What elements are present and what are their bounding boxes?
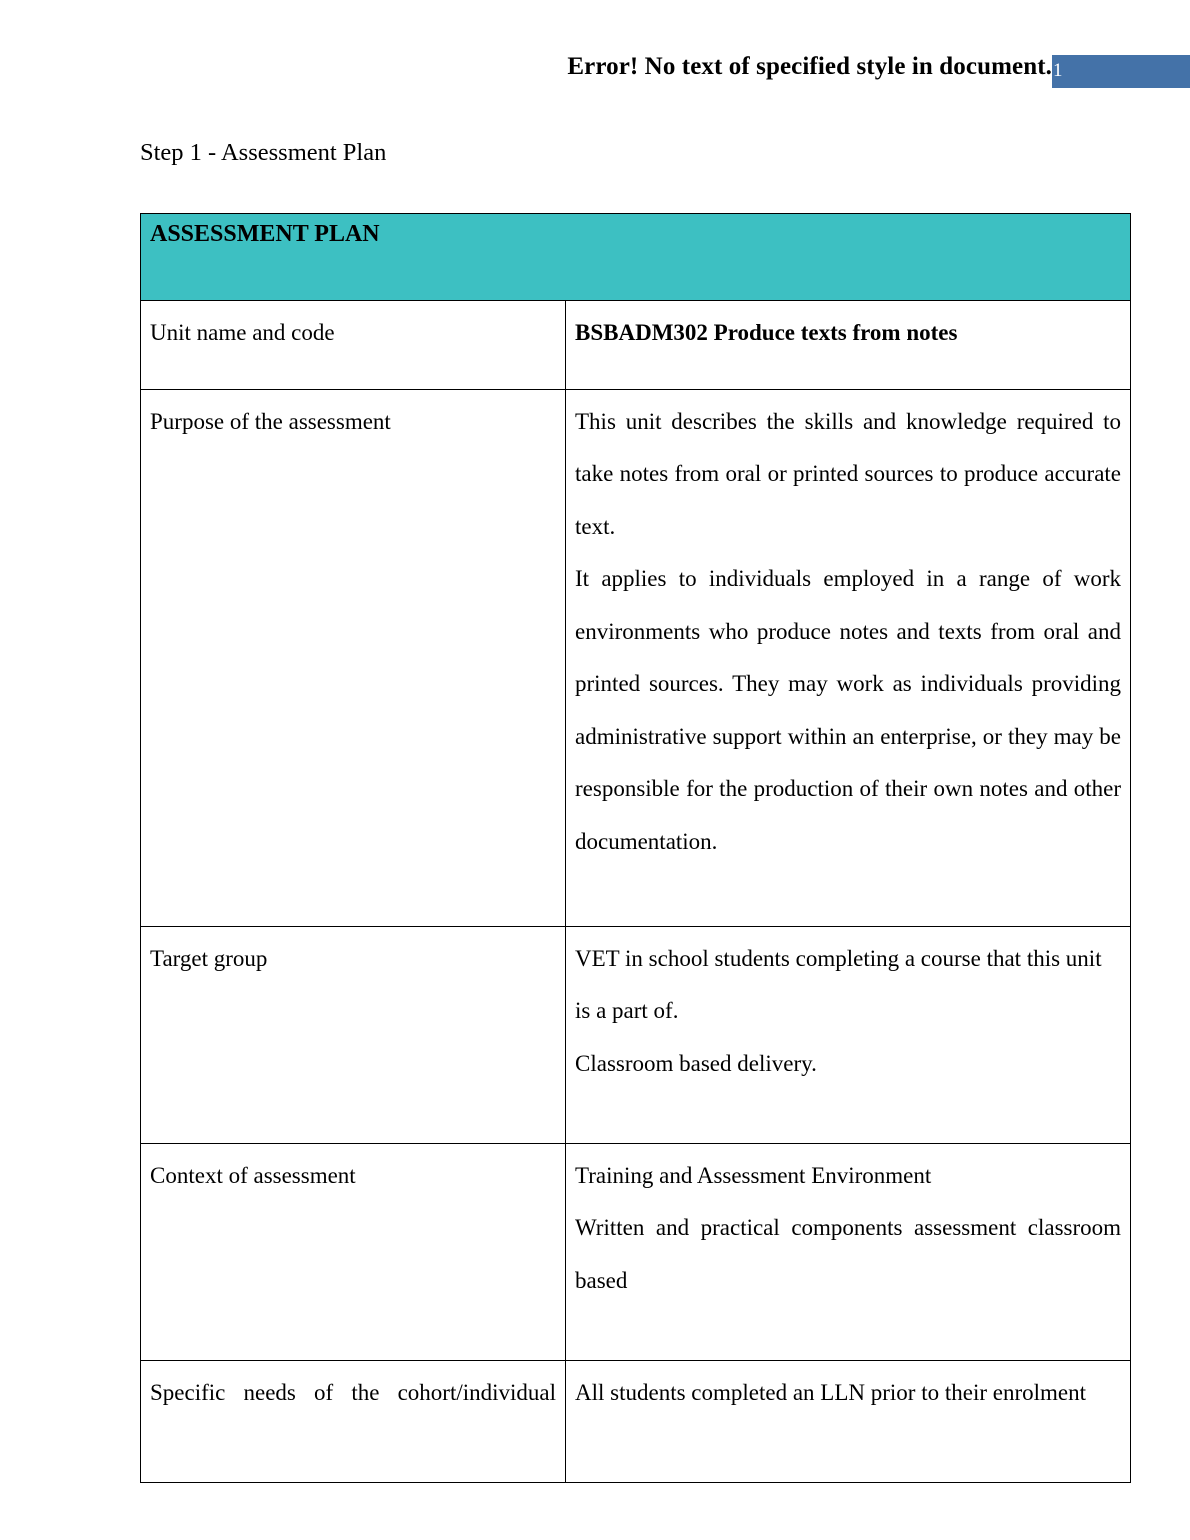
table-row [141, 1361, 1131, 1483]
assessment-plan-table [140, 213, 1131, 1483]
row-label-target-group [141, 927, 566, 1144]
row-label-purpose-of-the-assessment [141, 390, 566, 927]
value-paragraph-2: Written and practical components assessment classroom based [575, 1215, 1122, 1293]
table-row [141, 927, 1131, 1144]
row-label-unit-name-and-code [141, 301, 566, 390]
row-value-purpose-of-the-assessment [566, 390, 1131, 927]
table-header-cell [141, 214, 1131, 301]
value-paragraph-1: This unit describes the skills and knowledge required to take notes from oral or printed sources to produce accurate text. [575, 409, 1122, 539]
label-text: Specific needs of the cohort/individual [150, 1380, 556, 1405]
row-label-context-of-assessment [141, 1144, 566, 1361]
value-paragraph-2: Classroom based delivery. [575, 1050, 817, 1076]
document-header [0, 52, 1190, 86]
value-paragraph-1: VET in school students completing a course that this unit is a part of. [575, 946, 1102, 1024]
header-inner [567, 53, 1190, 86]
table-row [141, 301, 1131, 390]
label-text: Purpose of the assessment [150, 409, 391, 434]
row-value-specific-needs [566, 1361, 1131, 1483]
label-text: Context of assessment [150, 1163, 356, 1188]
row-value-unit-name-and-code [566, 301, 1131, 390]
value-paragraph-2: It applies to individuals employed in a range of work environments who produce notes and texts from oral and printed sources. They may work as individuals providing administrative support within an enterprise, or they may be responsible for the production of their own notes and other documentation. [575, 566, 1122, 854]
table-row [141, 390, 1131, 927]
page-title: Step 1 - Assessment Plan [140, 139, 387, 166]
row-value-target-group [566, 927, 1131, 1144]
value-text: All students completed an LLN prior to their enrolment [575, 1380, 1086, 1405]
label-text: Unit name and code [150, 320, 335, 345]
label-text: Target group [150, 946, 268, 971]
row-label-specific-needs [141, 1361, 566, 1483]
table-header-row [141, 214, 1131, 301]
value-paragraph-1: Training and Assessment Environment [575, 1163, 932, 1188]
assessment-plan-title: ASSESSMENT PLAN [150, 221, 380, 247]
row-value-context-of-assessment [566, 1144, 1131, 1361]
value-text: BSBADM302 Produce texts from notes [575, 320, 958, 345]
header-title: Error! No text of specified style in document. [567, 52, 1052, 80]
table-row [141, 1144, 1131, 1361]
header-page-field: 1 [1052, 55, 1190, 88]
